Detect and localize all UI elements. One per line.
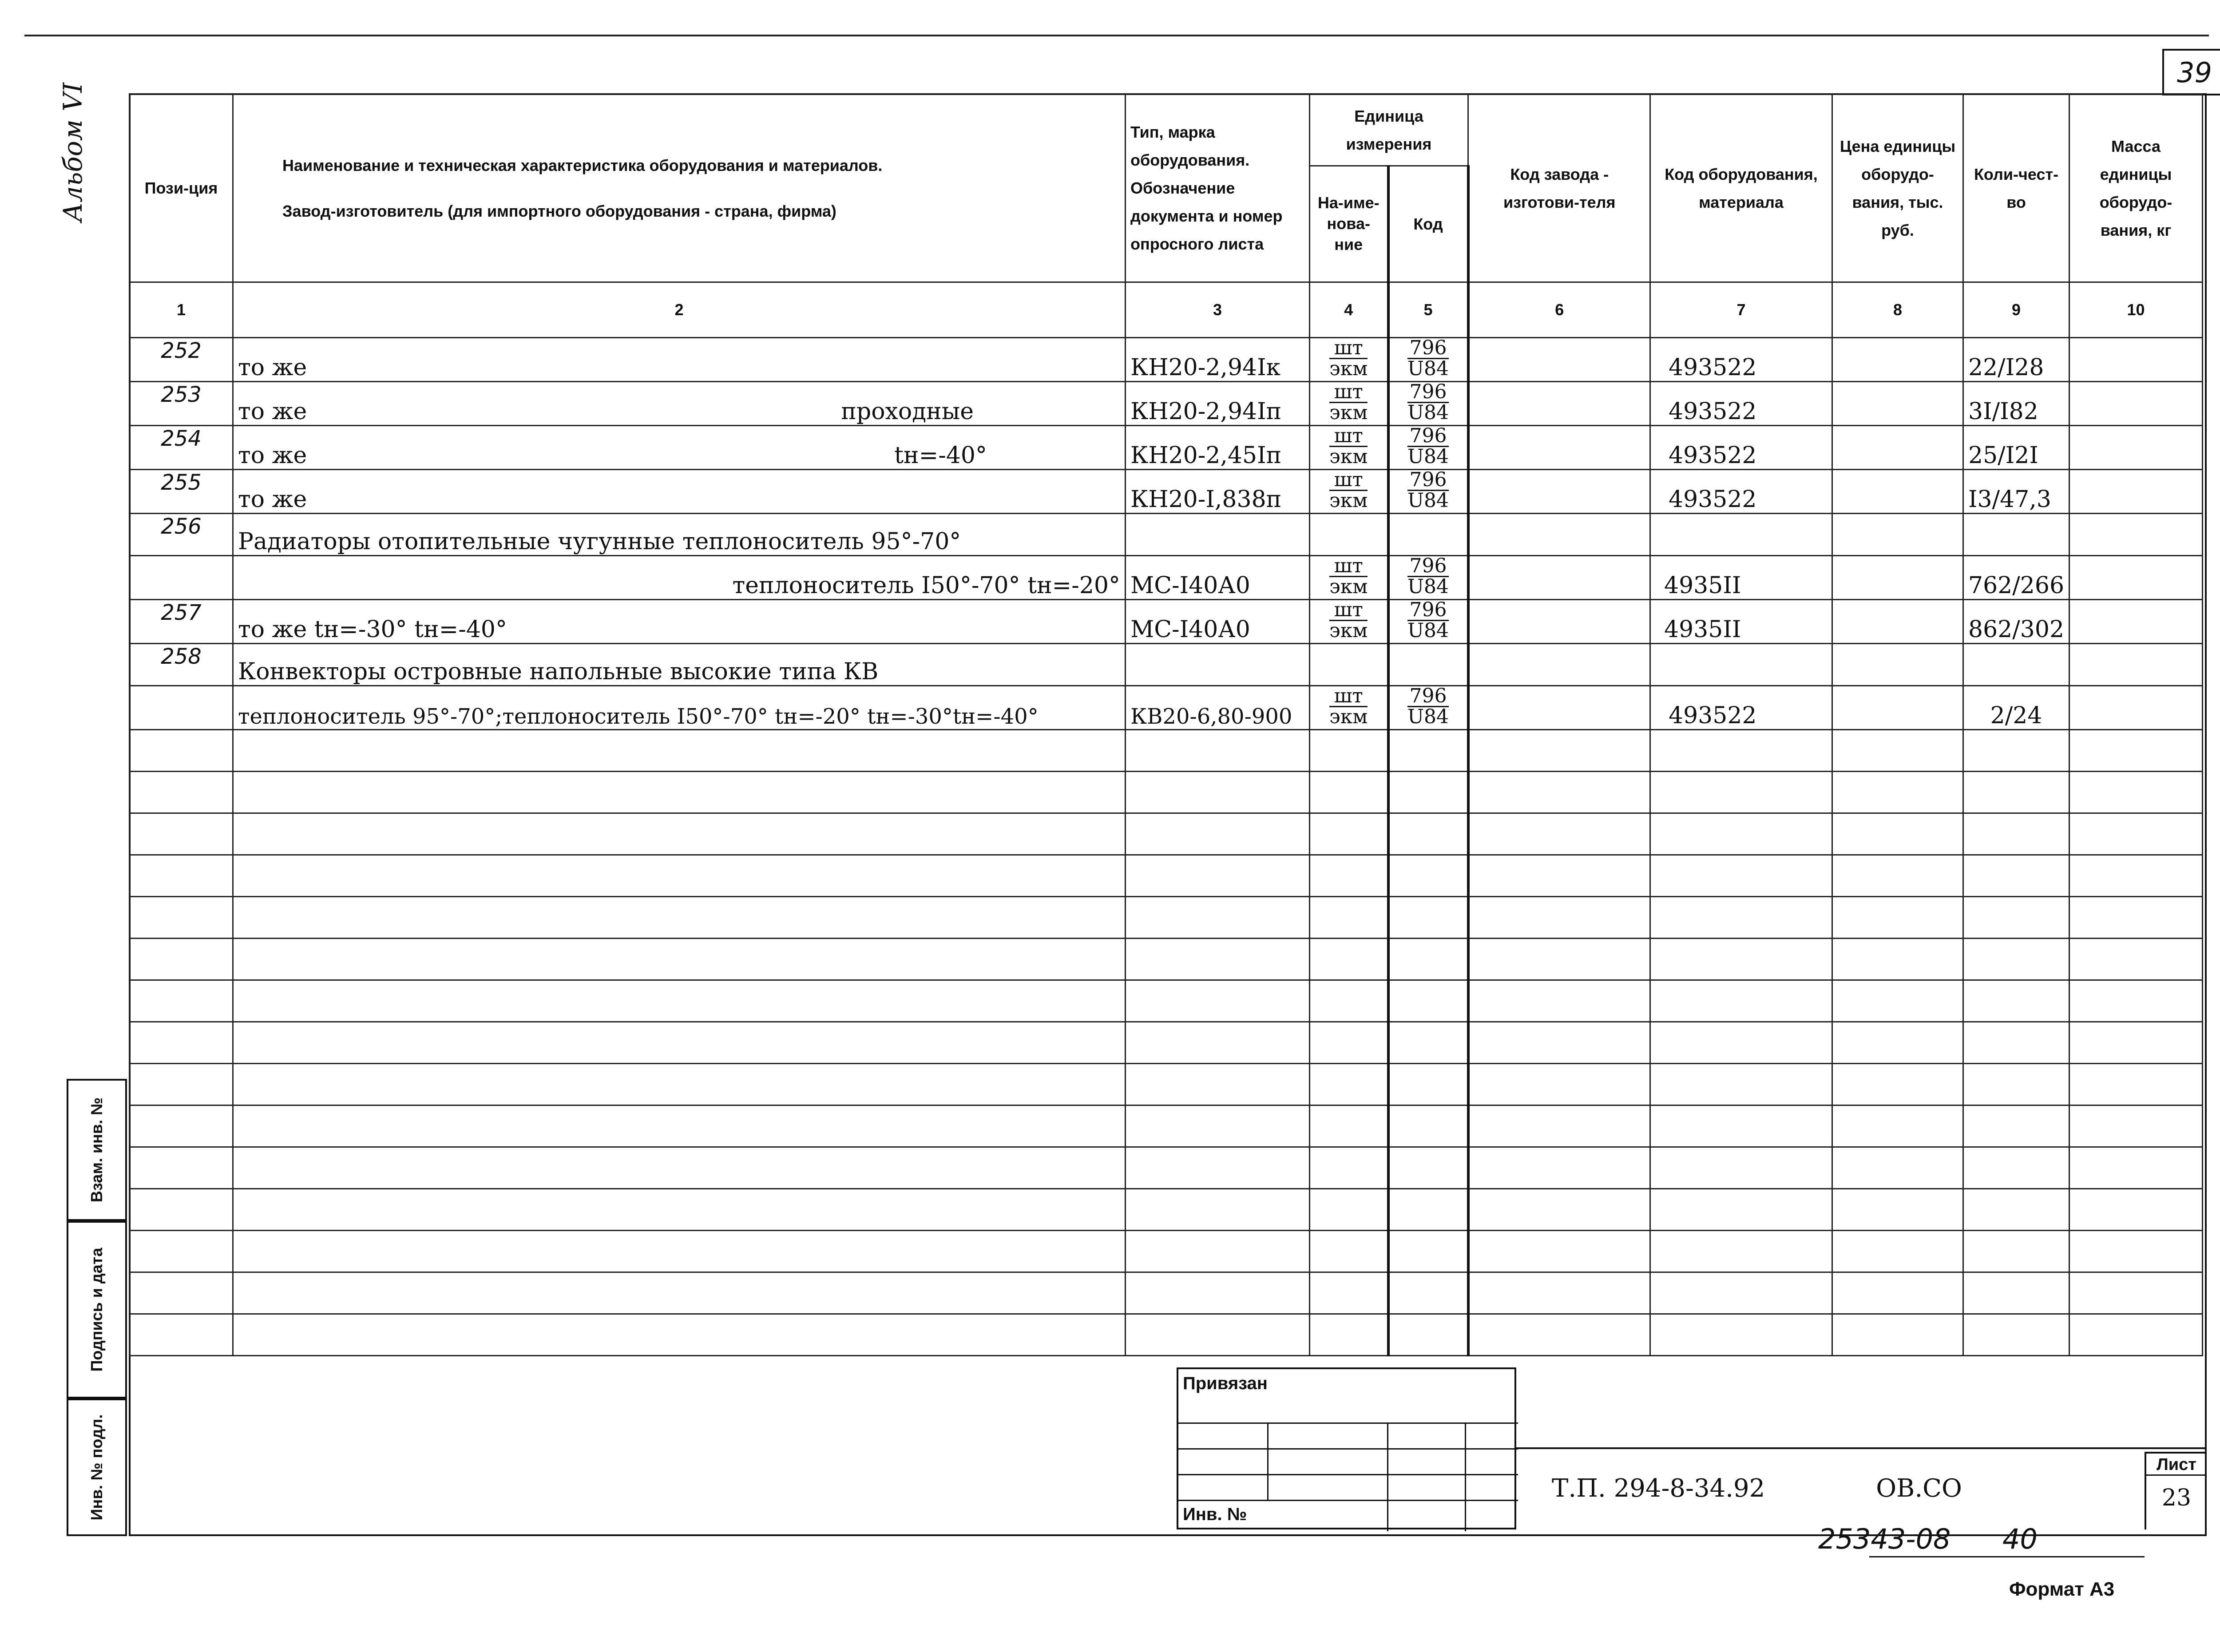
- empty-row: [130, 1022, 2203, 1064]
- row-name: то же: [238, 398, 307, 425]
- row-unit-code: $\frac{796}{U84}$: [1407, 555, 1449, 598]
- row-type: КН20-2,94Iк: [1126, 338, 1310, 382]
- header-price: Цена единицы оборудо-вания, тыс. руб.: [1832, 94, 1963, 282]
- row-unit: $\frac{шт}{\text{экм}}$: [1329, 685, 1368, 728]
- row-quantity: 2/24: [1963, 686, 2069, 730]
- column-number: 8: [1832, 282, 1963, 338]
- table-row: [130, 382, 2203, 426]
- column-number: 3: [1126, 282, 1310, 338]
- column-number: 5: [1388, 282, 1468, 338]
- row-position: [130, 686, 233, 730]
- empty-row: [130, 1064, 2203, 1105]
- row-equipment-code: 493522: [1650, 470, 1832, 514]
- header-type: Тип, марка оборудования. Обозначение документа и номер опросного листа: [1126, 94, 1310, 282]
- stamp-vzam-inv: Взам. инв. №: [67, 1079, 127, 1221]
- row-type: КН20-2,45Iп: [1126, 426, 1310, 470]
- column-number: 9: [1963, 282, 2069, 338]
- inv-no-label: Инв. №: [1183, 1505, 1247, 1524]
- privyazan-block: [1177, 1367, 1516, 1529]
- archive-page: 40: [2002, 1523, 2038, 1555]
- document-code: Т.П. 294-8-34.92 ОВ.СО: [1552, 1474, 1962, 1503]
- row-unit-code: $\frac{796}{U84}$: [1407, 469, 1449, 512]
- title-line: [1516, 1447, 2207, 1449]
- row-unit-code: $\frac{796}{U84}$: [1407, 599, 1449, 642]
- column-numbers-row: [130, 282, 2203, 338]
- table-row: [130, 686, 2203, 730]
- row-quantity: 25/I2I: [1963, 426, 2069, 470]
- row-unit-code: $\frac{796}{U84}$: [1407, 337, 1449, 380]
- row-note: проходные: [841, 398, 974, 425]
- row-name: то же: [238, 442, 307, 469]
- row-position: 253: [130, 382, 233, 426]
- row-note: tн=-40°: [894, 442, 987, 469]
- column-number: 6: [1468, 282, 1650, 338]
- row-unit: $\frac{шт}{\text{экм}}$: [1329, 337, 1368, 380]
- row-unit: $\frac{шт}{\text{экм}}$: [1329, 425, 1368, 468]
- column-number: 4: [1310, 282, 1388, 338]
- empty-row: [130, 1231, 2203, 1272]
- list-value: 23: [2146, 1474, 2207, 1511]
- empty-row: [130, 1105, 2203, 1147]
- row-type: МС-I40А0: [1126, 556, 1310, 600]
- table-row: [130, 600, 2203, 644]
- row-position: [130, 556, 233, 600]
- empty-row: [130, 772, 2203, 813]
- row-unit: $\frac{шт}{\text{экм}}$: [1329, 381, 1368, 424]
- empty-row: [130, 813, 2203, 855]
- row-equipment-code: 493522: [1650, 338, 1832, 382]
- row-position: 257: [130, 600, 233, 644]
- header-mass: Масса единицы оборудо-вания, кг: [2069, 94, 2203, 282]
- header-factory-code: Код завода - изготови-теля: [1468, 94, 1650, 282]
- privyazan-label: Привязан: [1183, 1374, 1268, 1393]
- table-row: [130, 338, 2203, 382]
- list-label: Лист: [2157, 1455, 2196, 1474]
- table-row: [130, 556, 2203, 600]
- row-unit-code: $\frac{796}{U84}$: [1407, 425, 1449, 468]
- column-number: 10: [2069, 282, 2203, 338]
- row-quantity: I3/47,3: [1963, 470, 2069, 514]
- row-type: КН20-I,838п: [1126, 470, 1310, 514]
- row-name: теплоноситель 95°-70°;теплоноситель I50°-70° tн=-20° tн=-30°tн=-40°: [233, 686, 1126, 730]
- row-name: то же tн=-30° tн=-40°: [233, 600, 1126, 644]
- row-unit: $\frac{шт}{\text{экм}}$: [1329, 469, 1368, 512]
- row-position: 255: [130, 470, 233, 514]
- archive-underline: [1869, 1556, 2145, 1557]
- row-unit: $\frac{шт}{\text{экм}}$: [1329, 599, 1368, 642]
- header-equipment-code: Код оборудования, материала: [1650, 94, 1832, 282]
- table-row: [130, 470, 2203, 514]
- row-quantity: 3I/I82: [1963, 382, 2069, 426]
- top-border-line: [24, 35, 2209, 36]
- header-name: Наименование и техническая характеристика оборудования и материалов. Завод-изготовитель (для импортного оборудования - страна, фирма): [233, 94, 1126, 282]
- album-label: Альбом VI: [58, 82, 88, 222]
- column-number: 7: [1650, 282, 1832, 338]
- row-name: Конвекторы островные напольные высокие типа КВ: [233, 644, 1126, 686]
- sheet-number: 39: [2162, 49, 2220, 95]
- row-unit-code: $\frac{796}{U84}$: [1407, 381, 1449, 424]
- empty-row: [130, 855, 2203, 897]
- empty-row: [130, 730, 2203, 772]
- stamp-podpis-data: Подпись и дата: [67, 1221, 127, 1398]
- column-number: 2: [233, 282, 1126, 338]
- row-type: КВ20-6,80-900: [1126, 686, 1310, 730]
- header-unit-name: На-име-нова-ние: [1310, 166, 1388, 282]
- row-name: то же: [233, 470, 1126, 514]
- list-box: [2145, 1452, 2207, 1529]
- row-equipment-code: 493522: [1650, 382, 1832, 426]
- column-number: 1: [130, 282, 233, 338]
- header-unit: Единица измерения: [1310, 94, 1468, 166]
- row-name: то же: [233, 338, 1126, 382]
- row-equipment-code: 493522: [1650, 426, 1832, 470]
- specification-table: [129, 93, 2203, 1356]
- row-quantity: 22/I28: [1963, 338, 2069, 382]
- row-unit: $\frac{шт}{\text{экм}}$: [1329, 555, 1368, 598]
- row-type: МС-I40А0: [1126, 600, 1310, 644]
- row-position: 258: [130, 644, 233, 686]
- header-position: Пози-ция: [130, 94, 233, 282]
- row-position: 252: [130, 338, 233, 382]
- row-unit-code: $\frac{796}{U84}$: [1407, 685, 1449, 728]
- empty-row: [130, 897, 2203, 939]
- row-position: 256: [130, 514, 233, 556]
- row-equipment-code: 4935II: [1650, 600, 1832, 644]
- empty-row: [130, 1189, 2203, 1231]
- empty-row: [130, 1272, 2203, 1314]
- row-quantity: 762/266: [1963, 556, 2069, 600]
- empty-row: [130, 1147, 2203, 1189]
- header-unit-code: Код: [1388, 166, 1468, 282]
- row-name: теплоноситель I50°-70° tн=-20°: [233, 556, 1126, 600]
- empty-row: [130, 1314, 2203, 1356]
- stamp-inv-podl: Инв. № подл.: [67, 1398, 127, 1536]
- row-equipment-code: 493522: [1650, 686, 1832, 730]
- table-row: [130, 514, 2203, 556]
- empty-row: [130, 980, 2203, 1022]
- row-equipment-code: 4935II: [1650, 556, 1832, 600]
- empty-row: [130, 939, 2203, 980]
- row-type: КН20-2,94Iп: [1126, 382, 1310, 426]
- row-name: Радиаторы отопительные чугунные теплоноситель 95°-70°: [233, 514, 1126, 556]
- row-position: 254: [130, 426, 233, 470]
- row-quantity: 862/302: [1963, 600, 2069, 644]
- table-row: [130, 644, 2203, 686]
- format-label: Формат А3: [2009, 1578, 2115, 1600]
- header-quantity: Коли-чест-во: [1963, 94, 2069, 282]
- table-row: [130, 426, 2203, 470]
- archive-number: 25343-08: [1818, 1523, 1951, 1555]
